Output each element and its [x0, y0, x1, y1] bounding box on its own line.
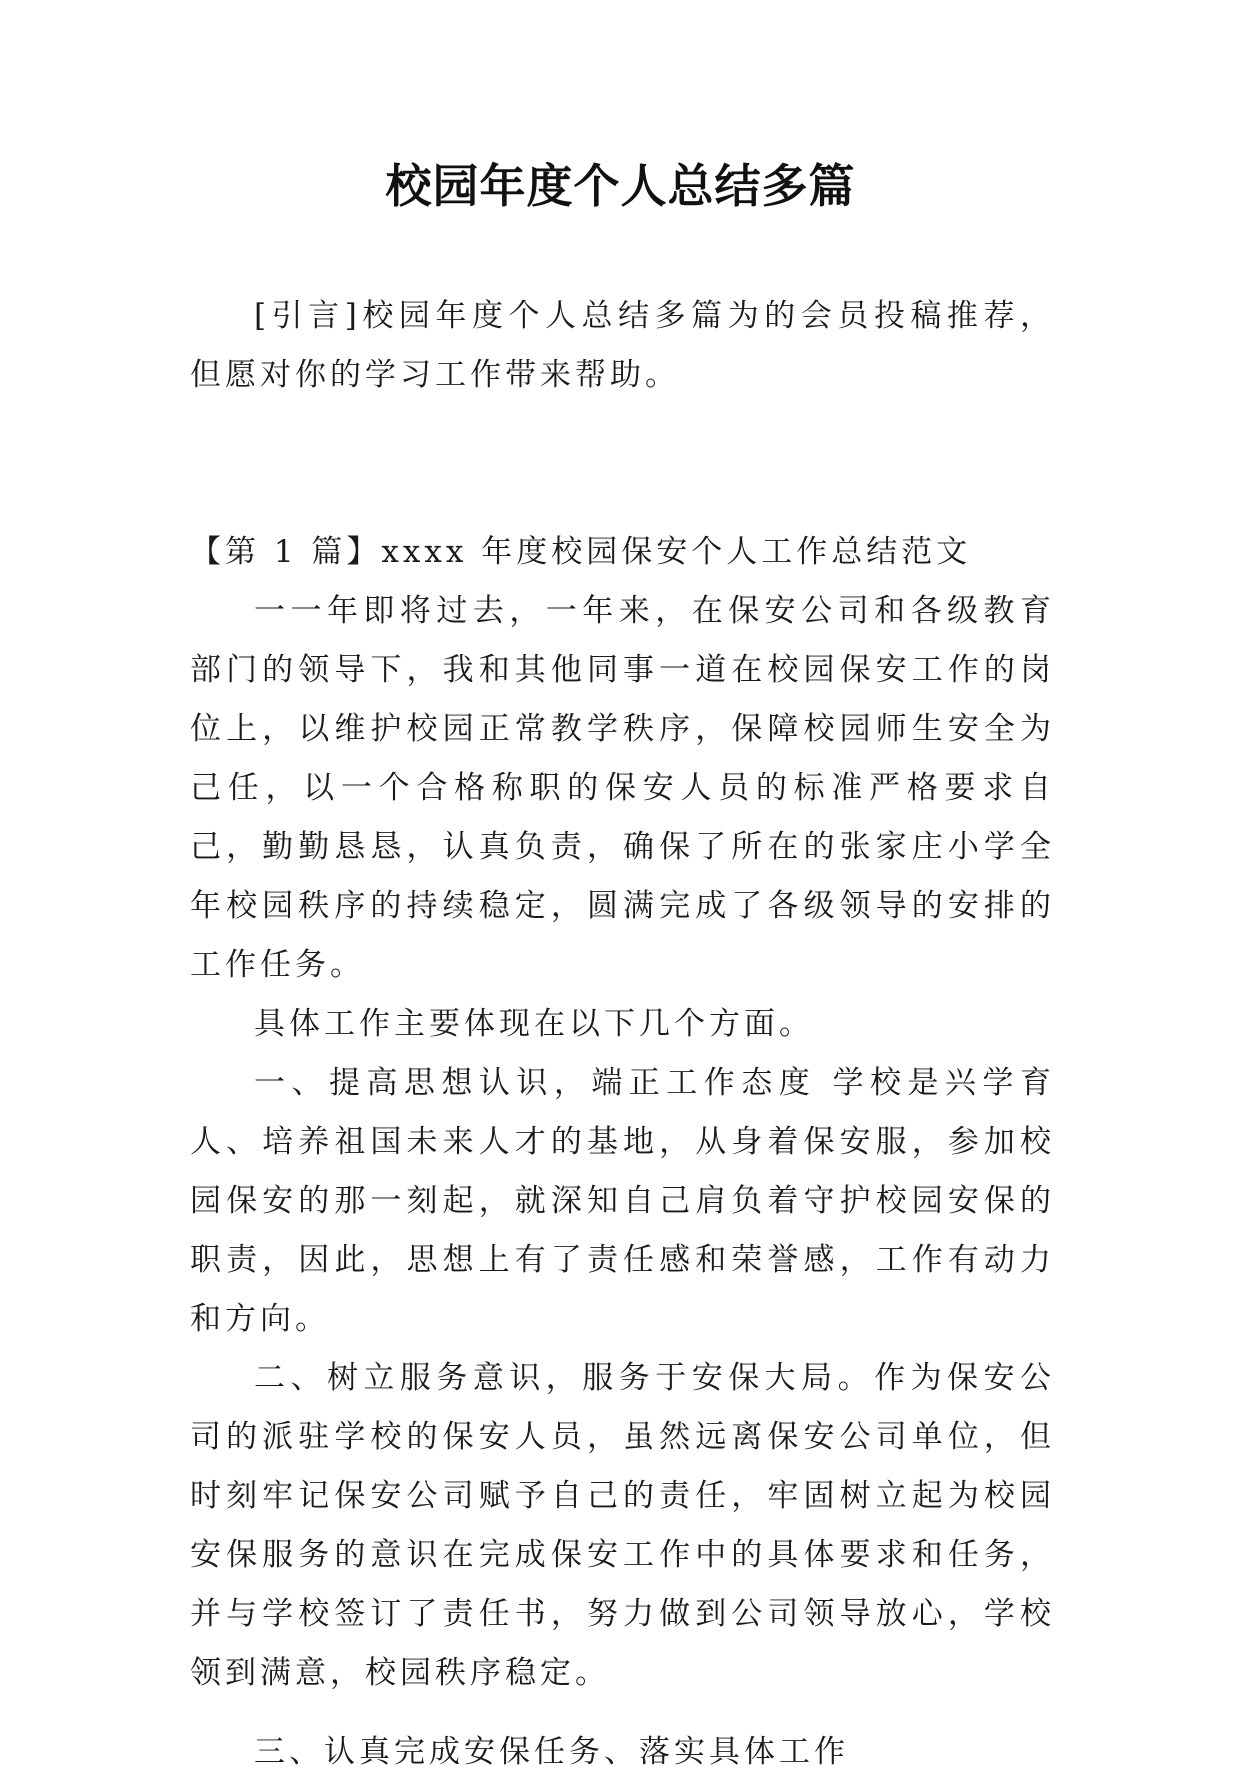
- body-paragraph: 一一年即将过去，一年来，在保安公司和各级教育部门的领导下，我和其他同事一道在校园保安工作的岗位上，以维护校园正常教学秩序，保障校园师生安全为己任，以一个合格称职的保安人员的标准严格要求自己，勤勤恳恳，认真负责，确保了所在的张家庄小学全年校园秩序的持续稳定，圆满完成了各级领导的安排的工作任务。: [190, 593, 1055, 983]
- document-title: 校园年度个人总结多篇: [385, 159, 856, 213]
- section-heading: 【第 1 篇】xxxx 年度校园保安个人工作总结范文: [190, 534, 972, 570]
- body-paragraph: 一、提高思想认识，端正工作态度 学校是兴学育人、培养祖国未来人才的基地，从身着保安服，参加校园保安的那一刻起，就深知自己肩负着守护校园安保的职责，因此，思想上有了责任感和荣誉感，工作有动力和方向。: [190, 1065, 1055, 1337]
- intro-paragraph: [引言]校园年度个人总结多篇为的会员投稿推荐，但愿对你的学习工作带来帮助。: [190, 298, 1055, 393]
- document-body: [190, 287, 1055, 1782]
- body-paragraph: 二、树立服务意识，服务于安保大局。作为保安公司的派驻学校的保安人员，虽然远离保安公司单位，但时刻牢记保安公司赋予自己的责任，牢固树立起为校园安保服务的意识在完成保安工作中的具体要求和任务，并与学校签订了责任书，努力做到公司领导放心，学校领到满意，校园秩序稳定。: [190, 1360, 1055, 1691]
- body-paragraph: 具体工作主要体现在以下几个方面。: [254, 1006, 814, 1042]
- body-paragraph: 三、认真完成安保任务、落实具体工作: [254, 1734, 849, 1770]
